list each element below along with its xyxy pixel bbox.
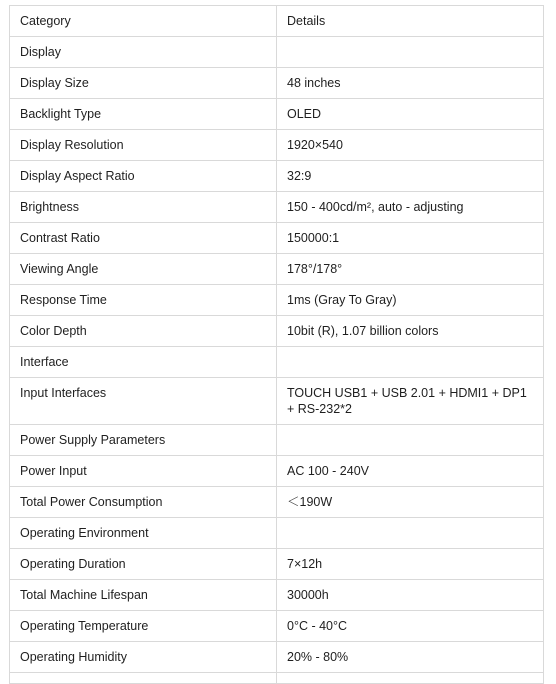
table-row	[10, 378, 544, 425]
row-category: Total Power Consumption	[10, 487, 277, 518]
table-row	[10, 192, 544, 223]
table-row	[10, 99, 544, 130]
row-details: 32:9	[277, 161, 544, 192]
row-category: Power Supply Parameters	[10, 425, 277, 456]
row-details	[277, 518, 544, 549]
row-category: Color Depth	[10, 316, 277, 347]
row-category: Interface	[10, 347, 277, 378]
table-row	[10, 456, 544, 487]
spec-table	[9, 5, 544, 684]
table-row	[10, 518, 544, 549]
row-category: Response Time	[10, 285, 277, 316]
table-row	[10, 549, 544, 580]
row-details: 0°C - 40°C	[277, 611, 544, 642]
table-header-row	[10, 6, 544, 37]
table-row	[10, 316, 544, 347]
row-category: Contrast Ratio	[10, 223, 277, 254]
row-category: Operating Environment	[10, 518, 277, 549]
row-category: Display Aspect Ratio	[10, 161, 277, 192]
table-row-partial	[10, 673, 544, 684]
row-details: 20% - 80%	[277, 642, 544, 673]
row-details: 150000:1	[277, 223, 544, 254]
row-category-cut	[10, 673, 277, 684]
row-category: Backlight Type	[10, 99, 277, 130]
row-details: OLED	[277, 99, 544, 130]
table-row	[10, 161, 544, 192]
table-row	[10, 285, 544, 316]
row-details: 1920×540	[277, 130, 544, 161]
row-details: AC 100 - 240V	[277, 456, 544, 487]
row-category: Total Machine Lifespan	[10, 580, 277, 611]
row-category: Display Size	[10, 68, 277, 99]
row-details	[277, 347, 544, 378]
row-details: 10bit (R), 1.07 billion colors	[277, 316, 544, 347]
table-row	[10, 642, 544, 673]
row-category: Operating Temperature	[10, 611, 277, 642]
header-category: Category	[10, 6, 277, 37]
row-category: Display	[10, 37, 277, 68]
row-details: 7×12h	[277, 549, 544, 580]
table-row	[10, 130, 544, 161]
row-details: 150 - 400cd/m², auto - adjusting	[277, 192, 544, 223]
row-details	[277, 37, 544, 68]
row-details	[277, 425, 544, 456]
table-row	[10, 580, 544, 611]
table-row	[10, 37, 544, 68]
table-row	[10, 347, 544, 378]
row-details: 178°/178°	[277, 254, 544, 285]
row-details: ＜190W	[277, 487, 544, 518]
row-category: Display Resolution	[10, 130, 277, 161]
table-row	[10, 254, 544, 285]
row-category: Power Input	[10, 456, 277, 487]
table-row	[10, 425, 544, 456]
row-details: 1ms (Gray To Gray)	[277, 285, 544, 316]
row-category: Brightness	[10, 192, 277, 223]
table-row	[10, 487, 544, 518]
row-details: TOUCH USB1 + USB 2.01 + HDMI1 + DP1 + RS-232*2	[277, 378, 544, 425]
header-details: Details	[277, 6, 544, 37]
row-category: Operating Humidity	[10, 642, 277, 673]
row-category: Operating Duration	[10, 549, 277, 580]
row-details: 30000h	[277, 580, 544, 611]
row-details-cut	[277, 673, 544, 684]
row-details: 48 inches	[277, 68, 544, 99]
row-category: Viewing Angle	[10, 254, 277, 285]
table-row	[10, 611, 544, 642]
table-row	[10, 68, 544, 99]
table-row	[10, 223, 544, 254]
row-category: Input Interfaces	[10, 378, 277, 425]
